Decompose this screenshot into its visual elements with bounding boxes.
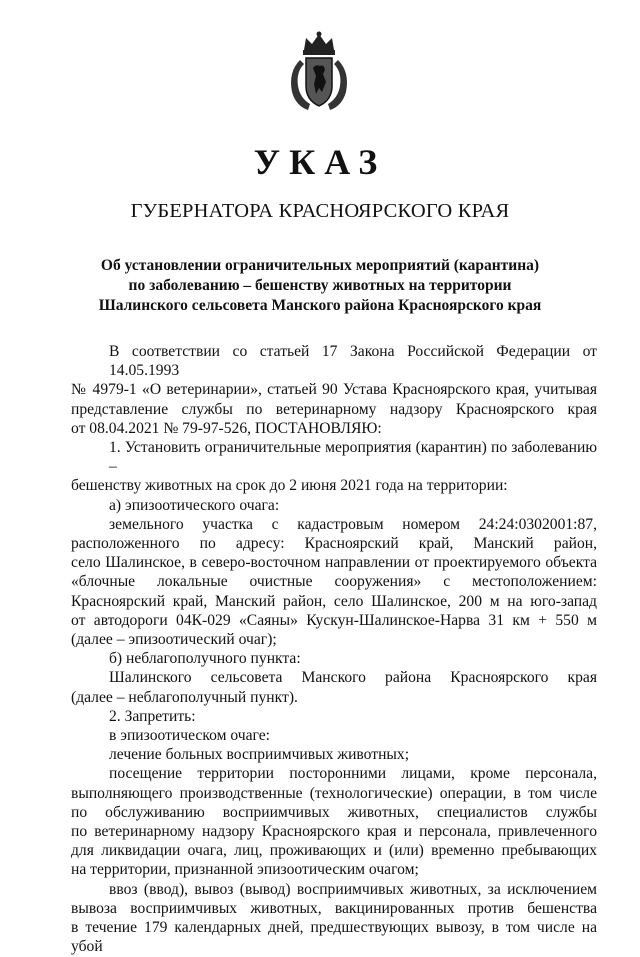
document-body: [71, 342, 597, 957]
body-line: от 08.04.2021 № 79-97-526, ПОСТАНОВЛЯЮ:: [71, 419, 382, 437]
heading-line: Шалинского сельсовета Манского района Красноярского края: [98, 297, 542, 314]
body-line: выполняющего производственные (технологические) операции, в том числе: [71, 784, 597, 802]
body-line: Шалинского сельсовета Манского района Красноярского края: [109, 669, 597, 687]
body-line: (далее – эпизоотический очаг);: [71, 631, 277, 649]
body-line: посещение территории посторонними лицами, кроме персонала,: [109, 765, 597, 783]
body-line: представление службы по ветеринарному надзору Красноярского края: [71, 400, 597, 418]
body-line: на территории, признанной эпизоотическим очагом;: [71, 861, 419, 879]
body-line: бешенству животных на срок до 2 июня 2021 года на территории:: [71, 477, 508, 495]
crown-icon: [303, 32, 335, 56]
document-title: УКАЗ: [253, 142, 387, 182]
body-line: а) эпизоотического очага:: [109, 496, 280, 514]
body-line: 1. Установить ограничительные мероприятия (карантин) по заболеванию –: [109, 439, 597, 476]
body-line: В соответствии со статьей 17 Закона Российской Федерации от 14.05.1993: [109, 343, 597, 380]
document-subtitle: ГУБЕРНАТОРА КРАСНОЯРСКОГО КРАЯ: [130, 200, 510, 222]
coat-of-arms-emblem: [286, 30, 352, 114]
body-line: 2. Запретить:: [109, 707, 196, 725]
body-line: б) неблагополучного пункта:: [109, 650, 301, 668]
body-line: село Шалинское, в северо-восточном направлении от проектируемого объекта: [71, 554, 597, 572]
body-line: в течение 179 календарных дней, предшествующих вывозу, в том числе на убой: [71, 919, 597, 956]
body-line: Красноярский край, Манский район, село Шалинское, 200 м на юго-запад: [71, 592, 597, 610]
body-line: земельного участка с кадастровым номером 24:24:0302001:87,: [109, 515, 597, 533]
body-line: (далее – неблагополучный пункт).: [71, 688, 298, 706]
heading-line: по заболеванию – бешенству животных на территории: [128, 277, 512, 294]
body-line: расположенного по адресу: Красноярский край, Манский район,: [71, 535, 597, 553]
document-heading: [0, 256, 640, 316]
body-line: ввоз (ввод), вывоз (вывод) восприимчивых животных, за исключением: [109, 880, 597, 898]
body-line: для ликвидации очага, лиц, проживающих и (или) временно пребывающих: [71, 842, 597, 860]
body-line: по обслуживанию восприимчивых животных, специалистов службы: [71, 803, 597, 821]
heading-line: Об установлении ограничительных мероприятий (карантина): [100, 257, 540, 274]
body-line: от автодороги 04К-029 «Саяны» Кускун-Шалинское-Нарва 31 км + 550 м: [71, 611, 597, 629]
body-line: по ветеринарному надзору Красноярского края и персонала, привлеченного: [71, 823, 597, 841]
body-line: № 4979-1 «О ветеринарии», статьей 90 Устава Красноярского края, учитывая: [71, 381, 597, 399]
body-line: в эпизоотическом очаге:: [109, 727, 270, 745]
body-line: «блочные локальные очистные сооружения» с местоположением:: [71, 573, 597, 591]
body-line: вывоза восприимчивых животных, вакцинированных против бешенства: [71, 899, 597, 917]
body-line: лечение больных восприимчивых животных;: [109, 746, 410, 764]
